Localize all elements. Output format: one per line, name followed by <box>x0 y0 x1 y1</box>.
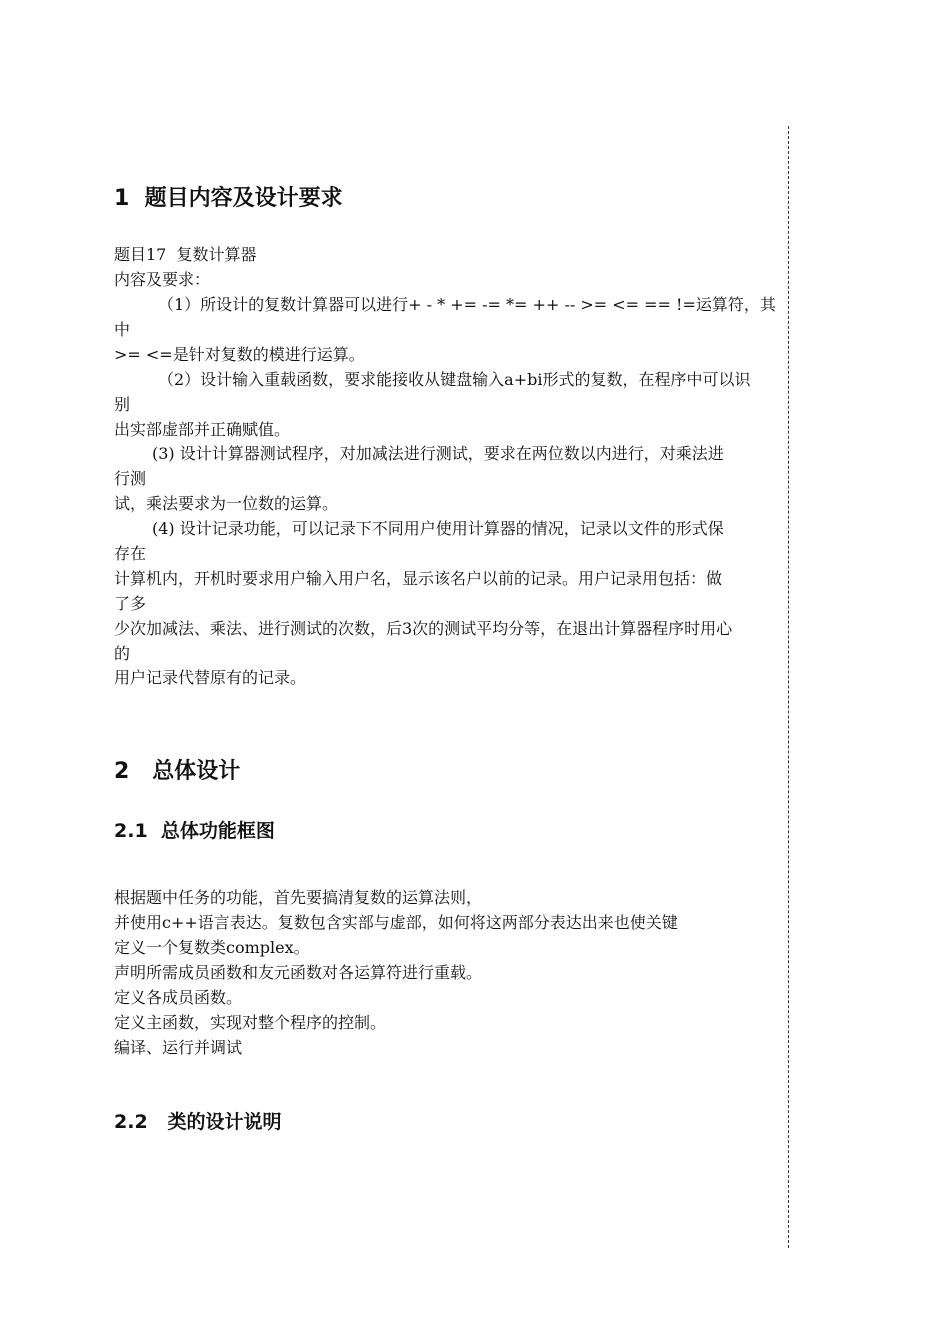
req-line: 计算机内，开机时要求用户输入用户名，显示该名户以前的记录。用户记录用包括：做 <box>114 569 723 588</box>
req-line: 行测 <box>114 469 147 488</box>
req-line: 了多 <box>114 594 147 613</box>
req-line: >= <=是针对复数的模进行运算。 <box>114 345 365 364</box>
title-line: 题目17 复数计算器 <box>114 245 257 264</box>
req-line: 用户记录代替原有的记录。 <box>114 668 307 687</box>
req-line: 少次加减法、乘法、进行测试的次数，后3次的测试平均分等，在退出计算器程序时用心 <box>114 619 733 638</box>
section1-heading: 1 题目内容及设计要求 <box>114 186 343 211</box>
req-line: 的 <box>114 644 131 663</box>
req-line: (4) 设计记录功能，可以记录下不同用户使用计算器的情况，记录以文件的形式保 <box>152 519 724 538</box>
req-line: (3) 设计计算器测试程序，对加减法进行测试，要求在两位数以内进行，对乘法进 <box>152 444 724 463</box>
design-line: 并使用c++语言表达。复数包含实部与虚部，如何将这两部分表达出来也使关键 <box>114 913 678 932</box>
design-line: 根据题中任务的功能，首先要搞清复数的运算法则， <box>114 888 483 907</box>
section2-heading: 2 总体设计 <box>114 759 241 784</box>
design-line: 定义一个复数类complex。 <box>114 938 310 957</box>
requirements-label: 内容及要求： <box>114 270 211 289</box>
req-line: （1）所设计的复数计算器可以进行+ - * += -= *= ++ -- >= <= == !=运算符，其 <box>158 295 776 314</box>
req-line: 出实部虚部并正确赋值。 <box>114 420 291 439</box>
req-line: 别 <box>114 395 131 414</box>
design-line: 定义各成员函数。 <box>114 988 243 1007</box>
design-line: 编译、运行并调试 <box>114 1038 243 1057</box>
design-line: 声明所需成员函数和友元函数对各运算符进行重载。 <box>114 963 483 982</box>
req-line: （2）设计输入重载函数，要求能接收从键盘输入a+bi形式的复数，在程序中可以识 <box>158 370 751 389</box>
req-line: 存在 <box>114 544 147 563</box>
subsection-2-2-heading: 2.2 类的设计说明 <box>114 1111 282 1133</box>
design-line: 定义主函数，实现对整个程序的控制。 <box>114 1013 387 1032</box>
req-line: 试，乘法要求为一位数的运算。 <box>114 494 339 513</box>
binding-margin-line <box>788 126 789 1248</box>
subsection-2-1-heading: 2.1 总体功能框图 <box>114 820 275 842</box>
req-line: 中 <box>114 320 131 339</box>
